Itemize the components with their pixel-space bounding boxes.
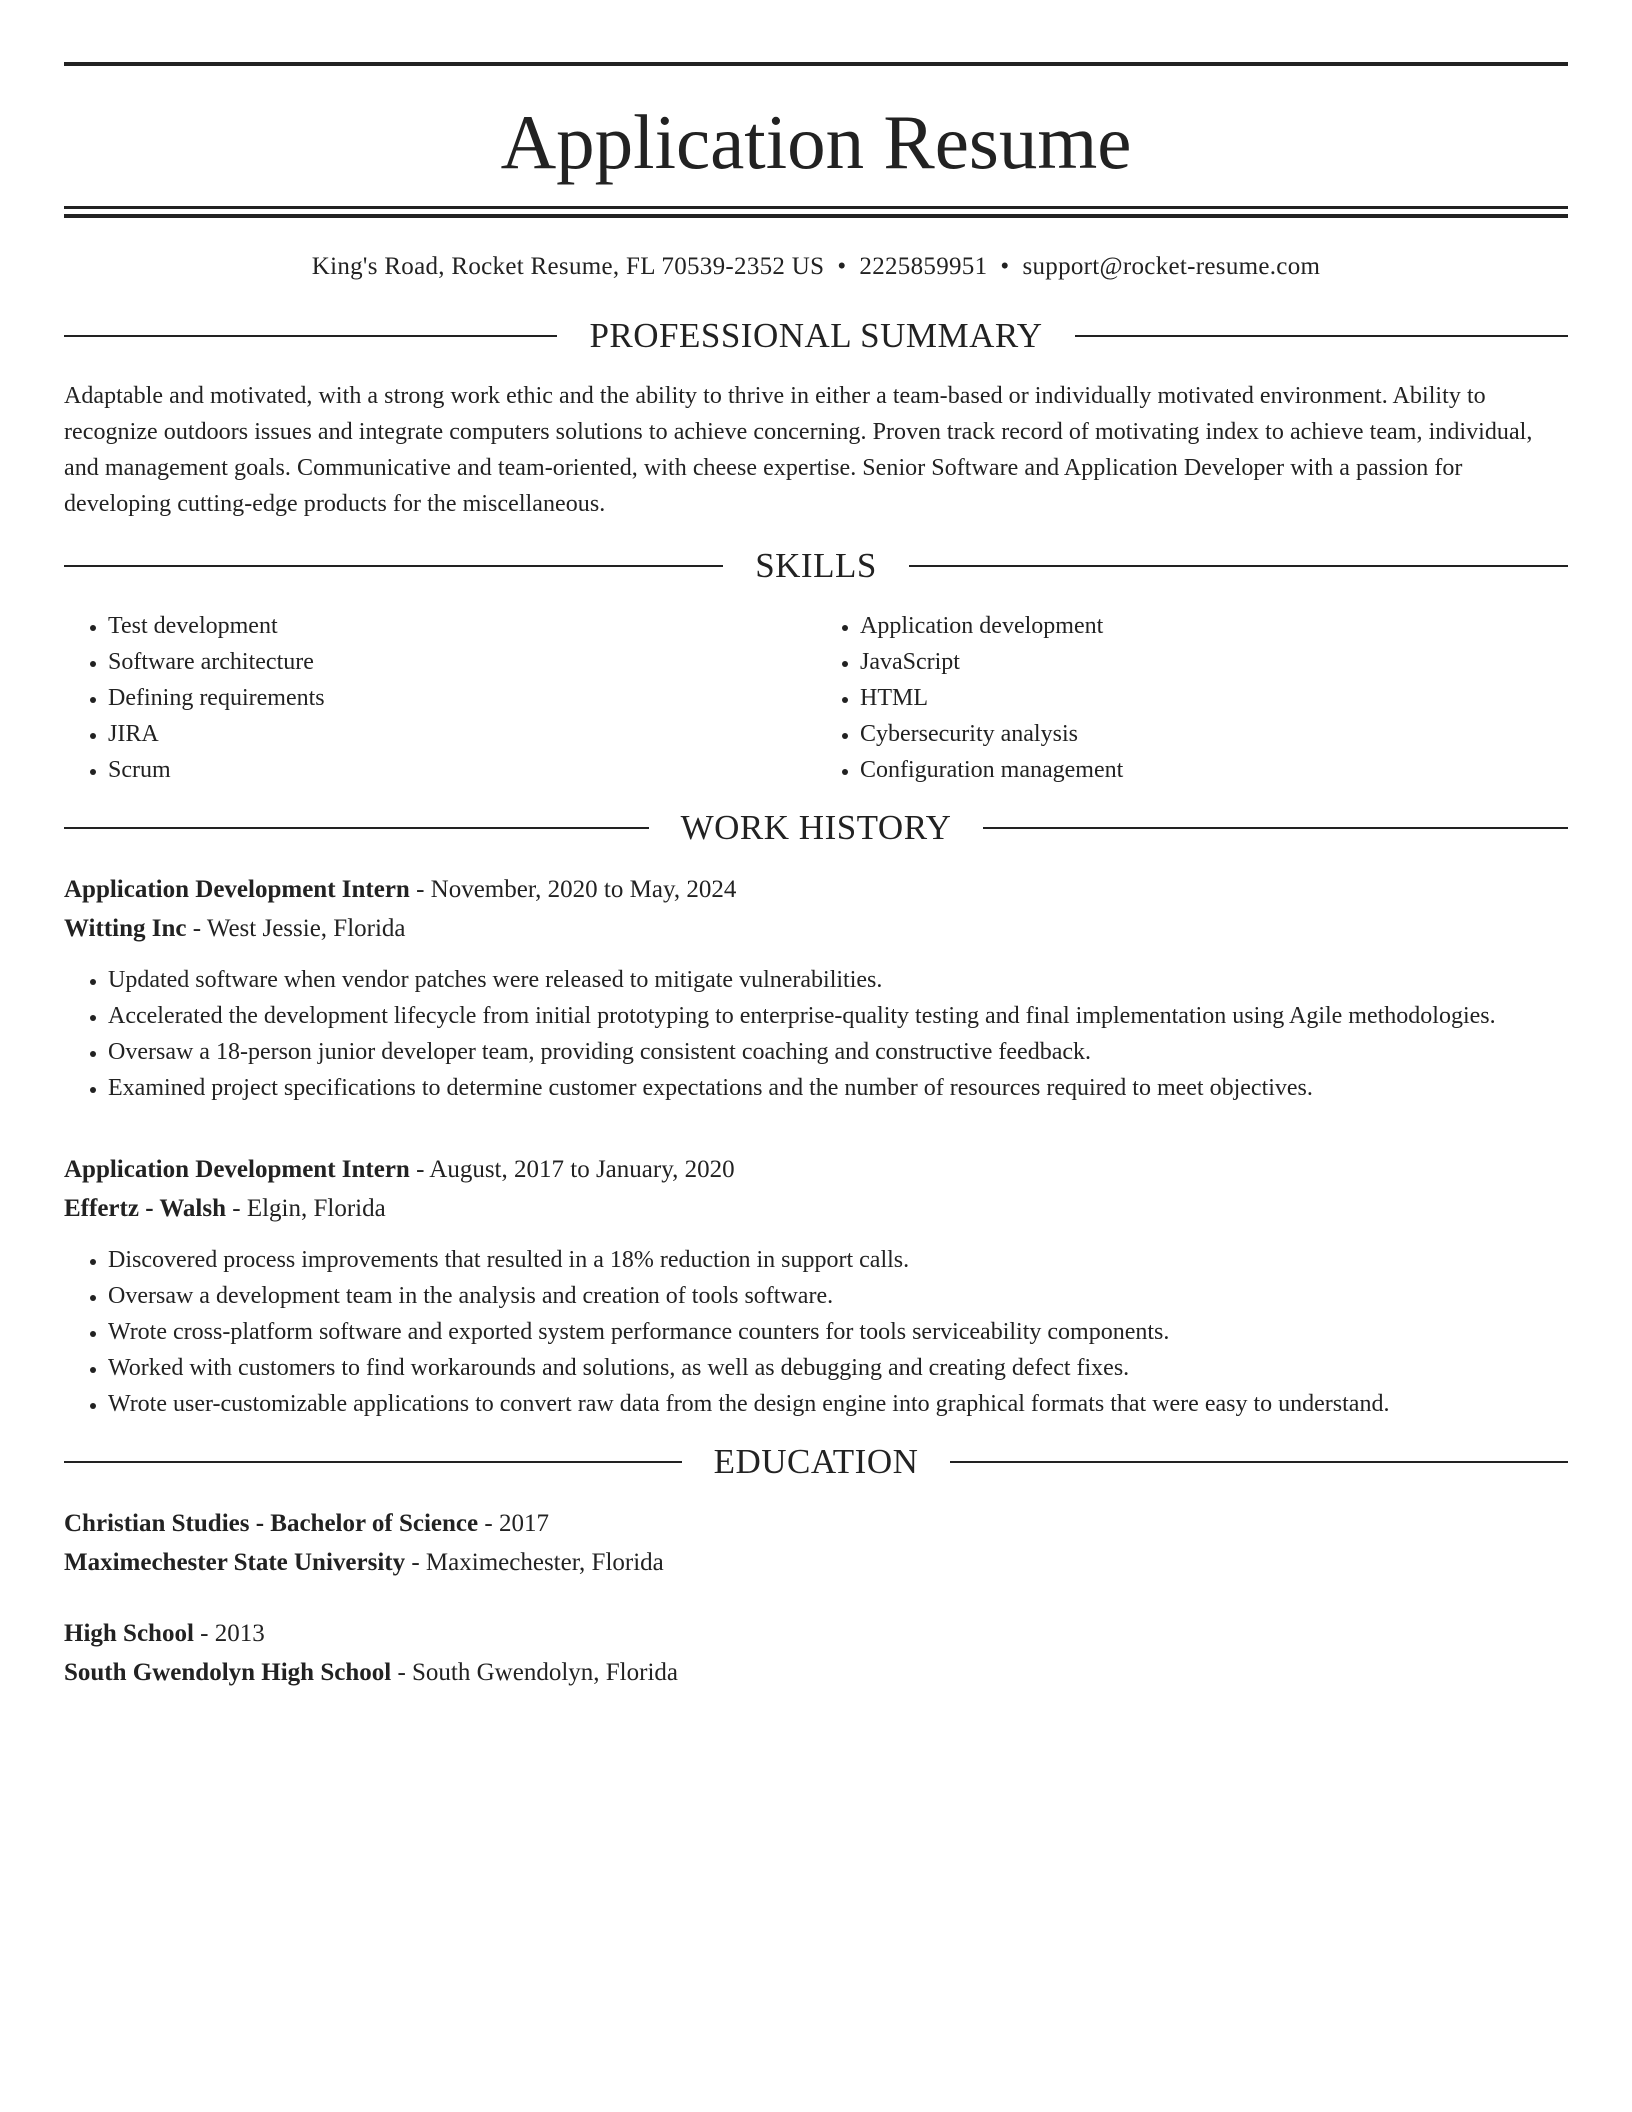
education-entry [64,1614,1568,1692]
section-title: EDUCATION [713,1442,919,1481]
section-title: PROFESSIONAL SUMMARY [589,316,1043,355]
skill-item: • Application development [860,608,1568,644]
job-company: Effertz - Walsh [64,1195,227,1222]
education-location: - South Gwendolyn, Florida [391,1659,678,1686]
contact-address: King's Road, Rocket Resume, FL 70539-2352 US [311,253,825,280]
skill-item: • JIRA [108,716,816,752]
job-company-line [64,1189,1568,1228]
job-title-line [64,1150,1568,1189]
skills-column-left [64,608,816,788]
skills-list [64,608,1568,788]
heading-rule [950,1461,1568,1463]
job-bullet: • Oversaw a development team in the analysis and creation of tools software. [108,1278,1568,1314]
education-school: Maximechester State University [64,1549,406,1576]
job-entry [64,1150,1568,1422]
top-rule [64,62,1568,66]
contact-line [64,252,1568,282]
job-location: - Elgin, Florida [226,1195,386,1222]
contact-phone: 2225859951 [859,253,988,280]
skill-item: • Software architecture [108,644,816,680]
section-title: SKILLS [755,546,877,585]
education-school: South Gwendolyn High School [64,1659,392,1686]
job-title: Application Development Intern [64,1156,410,1183]
contact-email: support@rocket-resume.com [1022,253,1321,280]
resume-title: Application Resume [500,99,1132,185]
skill-item: • Scrum [108,752,816,788]
education-school-line [64,1653,1568,1692]
education-degree-line [64,1614,1568,1653]
title-double-rule [64,206,1568,218]
job-bullet: • Worked with customers to find workarounds and solutions, as well as debugging and creating defect fixes. [108,1350,1568,1386]
heading-rule [64,335,557,337]
job-company-line [64,909,1568,948]
job-bullet: • Wrote cross-platform software and exported system performance counters for tools serviceability components. [108,1314,1568,1350]
skill-item: • Defining requirements [108,680,816,716]
heading-rule [909,565,1568,567]
education-entry [64,1504,1568,1582]
skill-item: • HTML [860,680,1568,716]
heading-rule [64,565,723,567]
job-dates: - August, 2017 to January, 2020 [409,1156,735,1183]
job-bullets [64,1242,1568,1422]
job-bullet: • Discovered process improvements that resulted in a 18% reduction in support calls. [108,1242,1568,1278]
education-school-line [64,1543,1568,1582]
section-heading-summary [64,316,1568,356]
section-heading-education [64,1442,1568,1482]
section-heading-work [64,808,1568,848]
contact-separator: • [1000,253,1010,280]
summary-text: Adaptable and motivated, with a strong work ethic and the ability to thrive in either a team-based or individually motivated environment. Ability to recognize outdoors issues and integrate computers solutions to achieve concerning. Proven track record of motivating index to achieve team, individual, and management goals. Communicative and team-oriented, with cheese expertise. Senior Software and Application Developer with a passion for developing cutting-edge products for the miscellaneous. [64,383,1533,517]
job-bullet: • Examined project specifications to determine customer expectations and the number of resources required to meet objectives. [108,1070,1568,1106]
skill-item: • Configuration management [860,752,1568,788]
heading-rule [64,1461,682,1463]
job-title-line [64,870,1568,909]
skills-column-right [816,608,1568,788]
job-entry [64,870,1568,1106]
job-dates: - November, 2020 to May, 2024 [409,876,737,903]
skill-item: • JavaScript [860,644,1568,680]
skill-item: • Cybersecurity analysis [860,716,1568,752]
education-location: - Maximechester, Florida [405,1549,664,1576]
education-year: - 2017 [478,1510,549,1537]
job-location: - West Jessie, Florida [186,915,406,942]
skill-item: • Test development [108,608,816,644]
job-bullet: • Wrote user-customizable applications to convert raw data from the design engine into graphical formats that were easy to understand. [108,1386,1568,1422]
education-degree: Christian Studies - Bachelor of Science [64,1510,479,1537]
section-title: WORK HISTORY [680,808,952,847]
job-bullets [64,962,1568,1106]
job-company: Witting Inc [64,915,187,942]
heading-rule [983,827,1568,829]
job-bullet: • Oversaw a 18-person junior developer team, providing consistent coaching and constructive feedback. [108,1034,1568,1070]
heading-rule [1075,335,1568,337]
heading-rule [64,827,649,829]
contact-separator: • [837,253,847,280]
job-bullet: • Accelerated the development lifecycle from initial prototyping to enterprise-quality testing and final implementation using Agile methodologies. [108,998,1568,1034]
education-degree: High School [64,1620,194,1647]
section-heading-skills [64,546,1568,586]
job-bullet: • Updated software when vendor patches were released to mitigate vulnerabilities. [108,962,1568,998]
education-year: - 2013 [193,1620,265,1647]
education-degree-line [64,1504,1568,1543]
job-title: Application Development Intern [64,876,410,903]
